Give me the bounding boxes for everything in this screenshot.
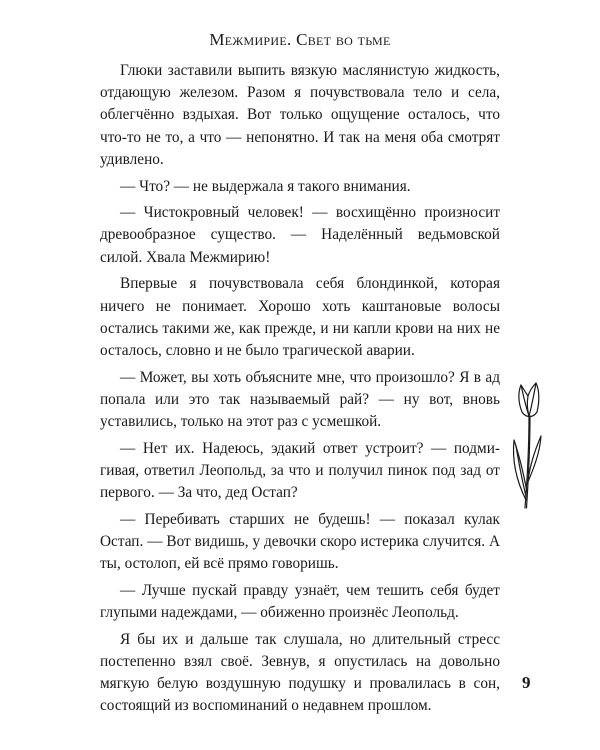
running-header: Межмирие. Свет во тьме — [209, 30, 391, 49]
paragraph: — Перебивать старших не будешь! — показал кулак Остап. — Вот видишь, у девочки скоро истерика случится. А ты, остолоп, ей всё прямо говоришь. — [100, 510, 500, 573]
paragraph: — Может, вы хоть объясните мне, что произошло? Я в ад попала или это так называемый рай? — ну вот, вновь уставились, только на этот раз с усмешкой. — [100, 368, 500, 431]
tulip-icon — [508, 380, 552, 515]
paragraph: — Лучше пускай правду узнаёт, чем тешить себя будет глупыми надеждами, — обиженно произнёс Леопольд. — [100, 581, 500, 622]
page-number: 9 — [522, 673, 531, 692]
paragraph: — Чистокровный человек! — восхищённо произносит древообразное существо. — Наделённый ведьмовской силой. Хвала Межмирию! — [100, 204, 500, 266]
paragraph: — Нет их. Надеюсь, эдакий ответ устроит? — подмигивая, ответил Леопольд, за что и получил пинок под зад от первого. — За что, дед Остап? — [100, 439, 500, 502]
paragraph: Я бы их и дальше так слушала, но длительный стресс постепенно взял своё. Зевнув, я опустилась на довольно мягкую белую воздушную подушку и провалилась в сон, состоящий из воспоминаний о недавнем прошлом. — [100, 630, 500, 715]
paragraph: Глюки заставили выпить вязкую маслянистую жидкость, отдающую железом. Разом я почувствовала тело и села, облегчённо вздыхая. Вот только ощущение осталось, что что-то не то, а что — непонятно. И так на меня оба смотрят удивлено. — [100, 62, 500, 168]
body-text — [100, 60, 500, 722]
paragraph: Впервые я почувствовала себя блондинкой, которая ничего не понимает. Хорошо хоть каштановые волосы остались такими же, как прежде, и ни капли крови на них не осталось, словно и не было трагической аварии. — [100, 275, 500, 359]
paragraph: — Что? — не выдержала я такого внимания. — [120, 177, 411, 195]
